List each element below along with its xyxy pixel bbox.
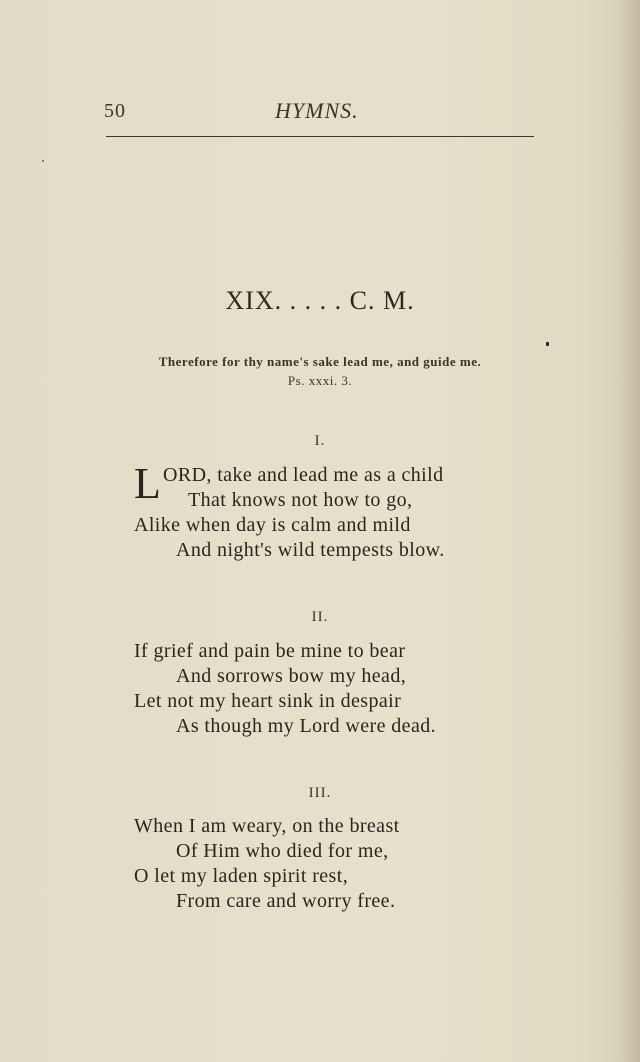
stanza-number: III. bbox=[308, 785, 332, 801]
stanza-number: II. bbox=[311, 609, 329, 625]
verse-line: ORD, take and lead me as a child bbox=[163, 464, 444, 486]
verse-line: Of Him who died for me, bbox=[176, 840, 389, 862]
verse-line: As though my Lord were dead. bbox=[176, 715, 437, 737]
verse-line: That knows not how to go, bbox=[188, 489, 413, 511]
stanza-number: I. bbox=[314, 433, 326, 449]
page-edge-shadow bbox=[618, 0, 640, 1062]
page-number: 50 bbox=[104, 100, 126, 122]
ink-speck bbox=[546, 342, 549, 346]
epigraph: Therefore for thy name's sake lead me, and guide me. bbox=[158, 354, 482, 369]
header-rule bbox=[106, 136, 534, 137]
verse-line: When I am weary, on the breast bbox=[134, 815, 400, 837]
verse-line: From care and worry free. bbox=[176, 890, 396, 912]
verse-line: Alike when day is calm and mild bbox=[134, 514, 411, 536]
verse-line: And sorrows bow my head, bbox=[176, 665, 407, 687]
verse-line: If grief and pain be mine to bear bbox=[134, 640, 406, 662]
verse-line: And night's wild tempests blow. bbox=[176, 539, 445, 561]
running-head: HYMNS. bbox=[275, 98, 359, 123]
verse-line: O let my laden spirit rest, bbox=[134, 865, 349, 887]
scripture-citation: Ps. xxxi. 3. bbox=[287, 373, 353, 388]
hymn-number: XIX. . . . . C. M. bbox=[225, 286, 415, 315]
verse-line: Let not my heart sink in despair bbox=[134, 690, 402, 712]
ink-speck bbox=[42, 160, 44, 162]
drop-cap: L bbox=[134, 459, 161, 508]
